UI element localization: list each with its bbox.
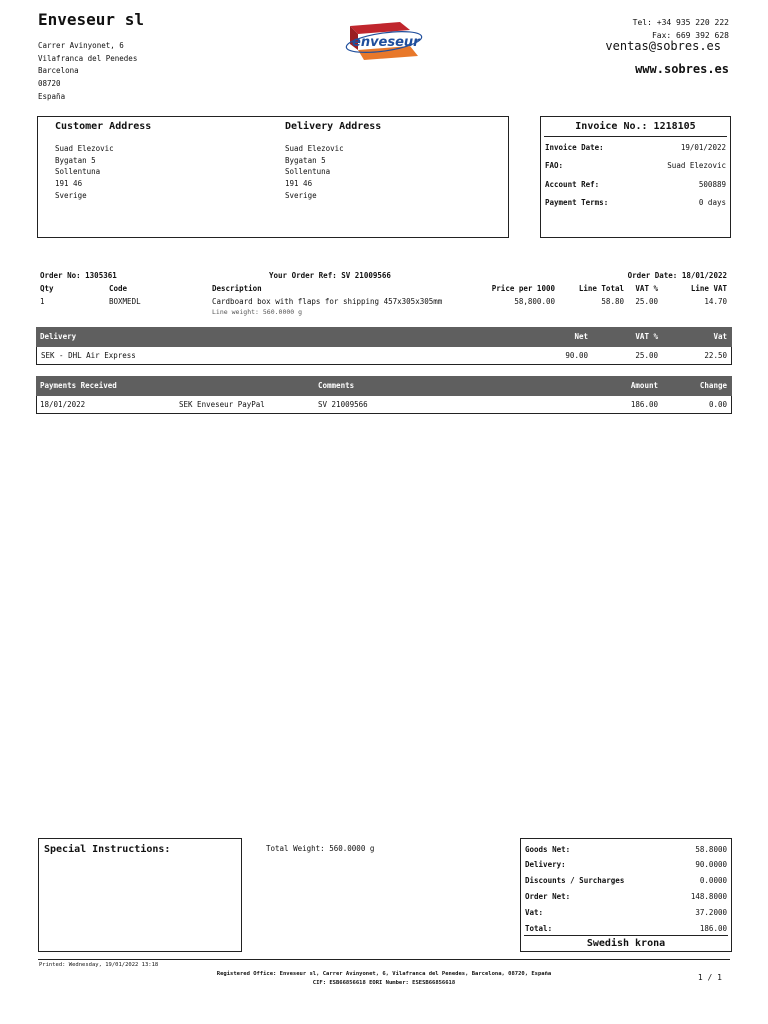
- invoice-title-underline: [544, 136, 727, 137]
- customer-address-line: 191 46: [55, 179, 83, 189]
- payment-method: SEK Enveseur PayPal: [179, 400, 265, 409]
- col-vat-pct-header: VAT %: [635, 284, 658, 293]
- delivery-address-line: Sollentuna: [285, 167, 331, 177]
- grand-total-row: [525, 924, 727, 933]
- customer-address-line: Suad Elezovic: [55, 144, 114, 153]
- order-net-label: Order Net:: [525, 892, 571, 901]
- total-weight: Total Weight: 560.0000 g: [266, 844, 375, 853]
- payment-comments: SV 21009566: [318, 400, 368, 409]
- company-tel: Tel: +34 935 220 222: [632, 18, 729, 27]
- delivery-total-label: Delivery:: [525, 860, 566, 869]
- cif-eori: CIF: ESB66856618 EORI Number: ESESB66856618: [312, 980, 456, 986]
- page-number: 1 / 1: [697, 973, 722, 982]
- line-weight-note: Line weight: 560.0000 g: [212, 308, 303, 316]
- grand-total-label: Total:: [525, 924, 553, 933]
- line-qty: 1: [40, 297, 45, 306]
- col-price-header: Price per 1000: [491, 284, 555, 293]
- company-web[interactable]: www.sobres.es: [635, 62, 729, 76]
- currency-label: Swedish krona: [586, 938, 666, 949]
- address-line: España: [38, 91, 66, 101]
- customer-address-line: Bygatan 5: [55, 155, 96, 165]
- invoice-date-label: Invoice Date:: [545, 143, 604, 152]
- fao-label: FAO:: [545, 161, 564, 170]
- comments-col-header: Comments: [318, 381, 355, 390]
- vat-total-row: [525, 908, 727, 917]
- totals-divider: [524, 935, 728, 936]
- customer-address: [55, 143, 114, 202]
- payment-amount: 186.00: [630, 400, 658, 409]
- invoice-date-row: [545, 143, 726, 152]
- special-instructions-title: Special Instructions:: [44, 844, 171, 855]
- change-col-header: Change: [699, 381, 727, 390]
- account-ref-value: 500889: [698, 180, 726, 189]
- line-price: 58,800.00: [514, 297, 555, 306]
- delivery-table-row: [36, 347, 732, 365]
- payments-table-header: [36, 376, 732, 396]
- company-address: [38, 40, 137, 104]
- invoice-box: [540, 116, 731, 238]
- delivery-col-header: Delivery: [40, 332, 77, 341]
- vat-total-label: Vat:: [525, 908, 544, 917]
- delivery-vat: 22.50: [704, 351, 727, 360]
- delivery-address-line: Bygatan 5: [285, 155, 326, 165]
- line-description: Cardboard box with flaps for shipping 457x305x305mm: [212, 297, 443, 306]
- payments-col-header: Payments Received: [40, 381, 117, 390]
- delivery-address: [285, 143, 344, 202]
- fao-row: [545, 161, 726, 170]
- discounts-label: Discounts / Surcharges: [525, 876, 625, 885]
- line-vat-pct: 25.00: [635, 297, 658, 306]
- company-logo: [344, 20, 424, 66]
- payments-table-row: [36, 396, 732, 414]
- company-fax: Fax: 669 392 628: [651, 31, 729, 40]
- fao-value: Suad Elezovic: [667, 161, 726, 170]
- delivery-total-value: 90.0000: [695, 860, 727, 869]
- payment-terms-label: Payment Terms:: [545, 198, 609, 207]
- address-box: [37, 116, 509, 238]
- delivery-address-line: Suad Elezovic: [285, 144, 344, 153]
- address-line: Vilafranca del Penedes: [38, 53, 138, 63]
- payment-terms-row: [545, 198, 726, 207]
- invoice-title: Invoice No.: 1218105: [575, 121, 696, 132]
- line-code: BOXMEDL: [109, 297, 141, 306]
- order-date: Order Date: 18/01/2022: [627, 271, 727, 280]
- registered-office: Registered Office: Enveseur sl, Carrer Avinyonet, 6, Vilafranca del Penedes, Barcelona, 08720, España: [216, 971, 552, 977]
- account-ref-label: Account Ref:: [545, 180, 600, 189]
- footer-rule: [38, 959, 730, 960]
- vat-total-value: 37.2000: [695, 908, 727, 917]
- vat-col-header: Vat: [713, 332, 727, 341]
- address-line: Barcelona: [38, 66, 79, 76]
- col-qty-header: Qty: [40, 284, 54, 293]
- order-number: Order No: 1305361: [40, 271, 117, 280]
- order-net-value: 148.8000: [690, 892, 727, 901]
- delivery-vat-pct: 25.00: [635, 351, 658, 360]
- delivery-address-title: Delivery Address: [285, 121, 382, 132]
- discounts-value: 0.0000: [699, 876, 727, 885]
- col-line-vat-header: Line VAT: [690, 284, 727, 293]
- discounts-row: [525, 876, 727, 885]
- col-description-header: Description: [212, 284, 262, 293]
- logo-wordmark: enveseur: [352, 35, 420, 50]
- goods-net-value: 58.8000: [695, 845, 727, 854]
- delivery-total-row: [525, 860, 727, 869]
- payment-terms-value: 0 days: [698, 198, 726, 207]
- delivery-table-header: [36, 327, 732, 347]
- line-vat: 14.70: [704, 297, 727, 306]
- line-total: 58.80: [601, 297, 624, 306]
- col-code-header: Code: [109, 284, 128, 293]
- account-ref-row: [545, 180, 726, 189]
- amount-col-header: Amount: [630, 381, 658, 390]
- customer-address-title: Customer Address: [55, 121, 152, 132]
- your-order-ref: Your Order Ref: SV 21009566: [269, 271, 391, 280]
- payment-date: 18/01/2022: [40, 400, 86, 409]
- delivery-address-line: Sverige: [285, 190, 317, 200]
- special-instructions-box: [38, 838, 242, 952]
- order-net-row: [525, 892, 727, 901]
- goods-net-label: Goods Net:: [525, 845, 571, 854]
- vat-pct-col-header: VAT %: [635, 332, 658, 341]
- company-name: Enveseur sl: [38, 10, 144, 29]
- printed-timestamp: Printed: Wednesday, 19/01/2022 13:18: [39, 962, 159, 968]
- customer-address-line: Sollentuna: [55, 167, 101, 177]
- customer-address-line: Sverige: [55, 190, 87, 200]
- invoice-date-value: 19/01/2022: [680, 143, 726, 152]
- delivery-net: 90.00: [565, 351, 588, 360]
- address-line: 08720: [38, 79, 61, 89]
- company-email[interactable]: ventas@sobres.es: [605, 39, 721, 53]
- goods-net-row: [525, 845, 727, 854]
- address-line: Carrer Avinyonet, 6: [38, 41, 124, 50]
- payment-change: 0.00: [708, 400, 727, 409]
- net-col-header: Net: [574, 332, 588, 341]
- delivery-method: SEK - DHL Air Express: [41, 351, 136, 360]
- grand-total-value: 186.00: [699, 924, 727, 933]
- totals-box: [520, 838, 732, 952]
- col-line-total-header: Line Total: [578, 284, 624, 293]
- delivery-address-line: 191 46: [285, 179, 313, 189]
